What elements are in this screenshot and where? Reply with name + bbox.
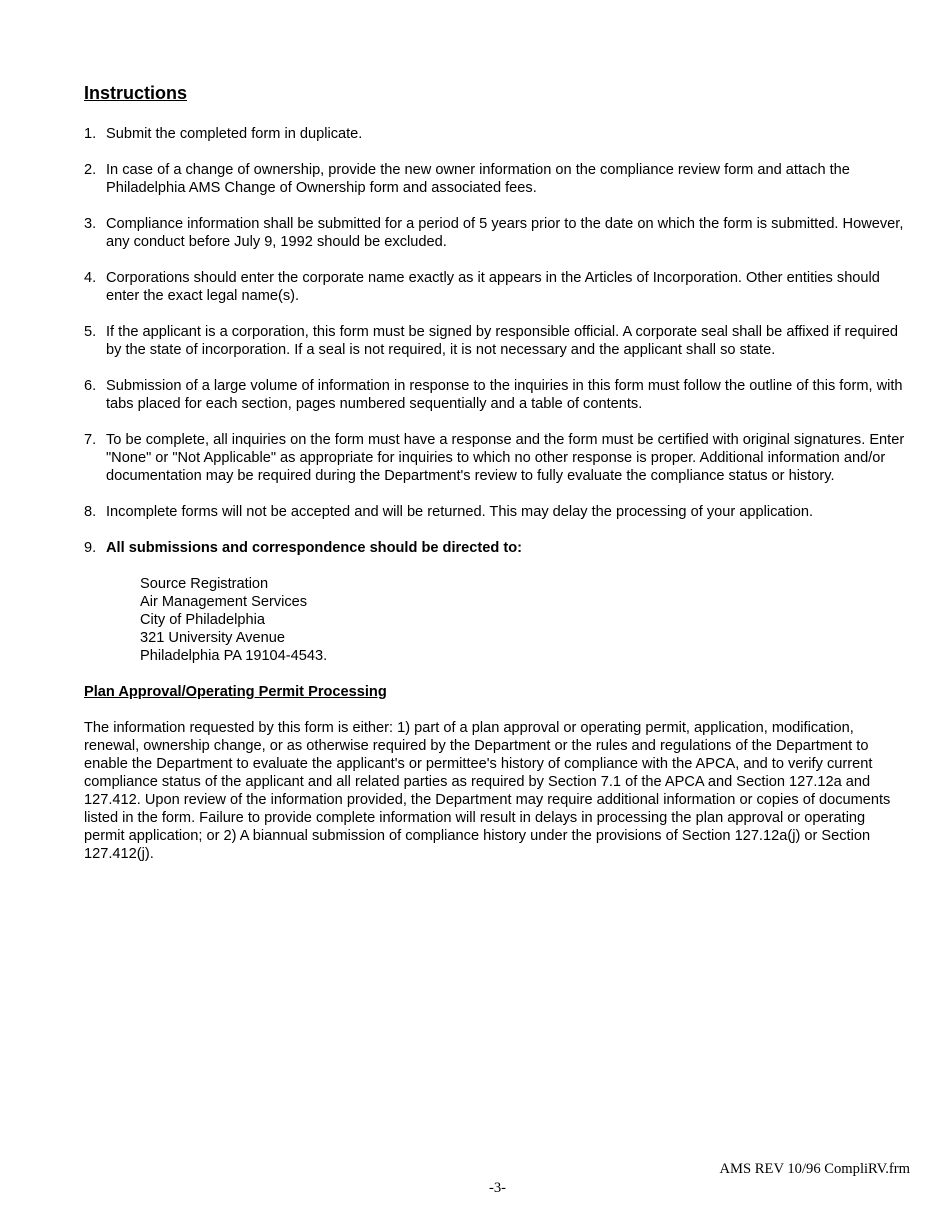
address-line-5: Philadelphia PA 19104-4543. [140,648,328,664]
instruction-number: 4. [84,270,97,286]
instruction-text: Submission of a large volume of information in response to the inquiries in this form must follow the outline of this form, with tabs placed for each section, pages numbered sequentially and a table of contents. [106,378,903,412]
plan-section [84,683,906,863]
instruction-text: In case of a change of ownership, provide the new owner information on the compliance review form and attach the Philadelphia AMS Change of Ownership form and associated fees. [106,162,850,196]
instruction-number: 2. [84,162,97,178]
address-line-3: City of Philadelphia [140,612,265,628]
instruction-number: 8. [84,504,97,520]
instruction-item-1 [84,125,906,143]
footer-page-number: -3- [488,1180,507,1196]
instruction-item-2 [84,161,906,197]
instruction-number: 7. [84,432,97,448]
instruction-number: 1. [84,126,97,142]
instruction-text: Compliance information shall be submitted for a period of 5 years prior to the date on which the form is submitted. However, any conduct before July 9, 1992 should be excluded. [106,216,904,250]
section-paragraph: The information requested by this form is either: 1) part of a plan approval or operating permit, application, modification, renewal, ownership change, or as otherwise required by the Department or the rules and regulations of the Department to enable the Department to evaluate the applicant's or permittee's history of compliance with the APCA, and to verify current compliance status of the applicant and all related parties as required by Section 7.1 of the APCA and Section 127.12a and 127.412. Upon review of the information provided, the Department may require additional information or copies of documents listed in the form. Failure to provide complete information will result in delays in processing the plan approval or operating permit application; or 2) A biannual submission of compliance history under the provisions of Section 127.12a(j) or Section 127.412(j). [84,720,891,862]
instruction-item-7 [84,431,906,485]
instruction-item-3 [84,215,906,251]
footer-form-id: AMS REV 10/96 CompliRV.frm [719,1161,910,1177]
instruction-text: If the applicant is a corporation, this form must be signed by responsible official. A corporate seal shall be affixed if required by the state of incorporation. If a seal is not required, it is not necessary and the applicant shall so state. [106,324,899,358]
instruction-item-9 [84,539,906,557]
instruction-number: 5. [84,324,97,340]
section-heading: Plan Approval/Operating Permit Processing [84,684,387,700]
instruction-number: 6. [84,378,97,394]
address-line-1: Source Registration [140,576,269,592]
instruction-text: Incomplete forms will not be accepted and will be returned. This may delay the processing of your application. [106,504,814,520]
instruction-item-4 [84,269,906,305]
instruction-item-6 [84,377,906,413]
instruction-text: To be complete, all inquiries on the form must have a response and the form must be certified with original signatures. Enter "None" or "Not Applicable" as appropriate for inquiries to which no other response is proper. Additional information and/or documentation may be required during the Department's review to fully evaluate the compliance status or history. [106,432,905,484]
instruction-text: All submissions and correspondence should be directed to: [106,540,522,556]
instruction-number: 3. [84,216,97,232]
address-block-wrapper [84,575,906,665]
page-title: Instructions [84,83,188,103]
instruction-item-5 [84,323,906,359]
instruction-item-8 [84,503,906,521]
address-line-4: 321 University Avenue [140,630,285,646]
address-line-2: Air Management Services [140,594,308,610]
mailing-address [140,575,906,665]
instruction-number: 9. [84,540,97,556]
instruction-text: Submit the completed form in duplicate. [106,126,363,142]
instruction-text: Corporations should enter the corporate name exactly as it appears in the Articles of Incorporation. Other entities should enter the exact legal name(s). [106,270,880,304]
instructions-list [84,125,906,863]
